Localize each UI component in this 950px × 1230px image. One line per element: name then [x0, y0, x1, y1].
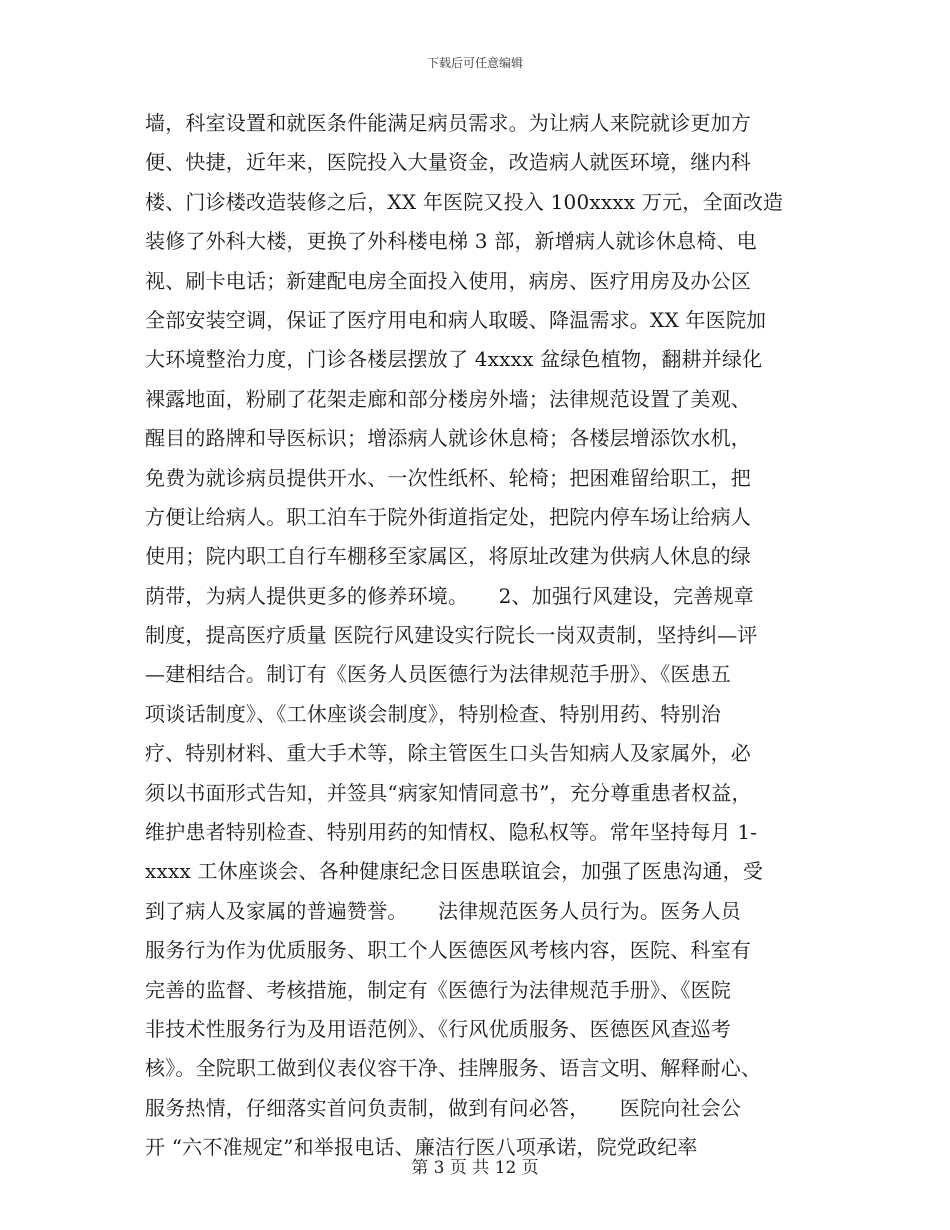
- body-line: 方便让给病人。职工泊车于院外街道指定处，把院内停车场让给病人: [145, 504, 751, 529]
- body-line: 制度，提高医疗质量 医院行风建设实行院长一岗双责制，坚持纠—评: [145, 623, 758, 648]
- body-line: 装修了外科大楼，更换了外科楼电梯 3 部，新增病人就诊休息椅、电: [145, 229, 757, 254]
- body-line: 墙，科室设置和就医条件能满足病员需求。为让病人来院就诊更加方: [145, 111, 751, 135]
- body-line: 服务行为作为优质服务、职工个人医德医风考核内容，医院、科室有: [145, 938, 751, 963]
- body-line: xxxx 工休座谈会、各种健康纪念日医患联谊会，加强了医患沟通，受: [145, 859, 764, 884]
- body-line: 服务热情，仔细落实首问负责制，做到有问必答， 医院向社会公: [145, 1095, 741, 1120]
- body-line: 全部安装空调，保证了医疗用电和病人取暖、降温需求。XX 年医院加: [145, 307, 767, 332]
- body-line: 完善的监督、考核措施，制定有《医德行为法律规范手册》、《医院: [145, 977, 731, 1002]
- body-line: 便、快捷，近年来，医院投入大量资金，改造病人就医环境，继内科: [145, 150, 751, 175]
- body-line: 楼、门诊楼改造装修之后，XX 年医院又投入 100xxxx 万元，全面改造: [145, 189, 784, 214]
- body-line: 荫带，为病人提供更多的修养环境。 2、加强行风建设，完善规章: [145, 583, 754, 608]
- page-number-footer: 第 3 页 共 12 页: [411, 1158, 539, 1178]
- body-line: 裸露地面，粉刷了花架走廊和部分楼房外墙；法律规范设置了美观、: [145, 386, 751, 411]
- body-line: 维护患者特别检查、特别用药的知情权、隐私权等。常年坚持每月 1-: [145, 820, 758, 845]
- body-line: 项谈话制度》、《工休座谈会制度》，特别检查、特别用药、特别治: [145, 701, 721, 726]
- body-line: 须以书面形式告知，并签具“病家知情同意书”，充分尊重患者权益，: [145, 780, 752, 805]
- body-line: 免费为就诊病员提供开水、一次性纸杯、轮椅；把困难留给职工，把: [145, 465, 751, 490]
- body-line: 使用；院内职工自行车棚移至家属区，将原址改建为供病人休息的绿: [145, 544, 751, 569]
- body-line: 疗、特别材料、重大手术等，除主管医生口头告知病人及家属外，必: [145, 741, 751, 766]
- page-header-note: 下载后可任意编辑: [426, 56, 523, 70]
- body-line: —建相结合。制订有《医务人员医德行为法律规范手册》、《医患五: [145, 662, 731, 687]
- document-body: [145, 104, 809, 1168]
- body-line: 大环境整治力度，门诊各楼层摆放了 4xxxx 盆绿色植物，翻耕并绿化: [145, 347, 763, 372]
- body-line: 非技术性服务行为及用语范例》、《行风优质服务、医德医风查巡考: [145, 1016, 731, 1041]
- body-line: 醒目的路牌和导医标识；增添病人就诊休息椅；各楼层增添饮水机，: [145, 426, 751, 451]
- body-line: 开 “六不准规定”和举报电话、廉洁行医八项承诺，院党政纪率: [145, 1135, 698, 1160]
- body-line: 视、刷卡电话；新建配电房全面投入使用，病房、医疗用房及办公区: [145, 268, 751, 293]
- body-line: 核》。全院职工做到仪表仪容干净、挂牌服务、语言文明、解释耐心、: [145, 1056, 762, 1081]
- body-line: 到了病人及家属的普遍赞誉。 法律规范医务人员行为。医务人员: [145, 898, 741, 923]
